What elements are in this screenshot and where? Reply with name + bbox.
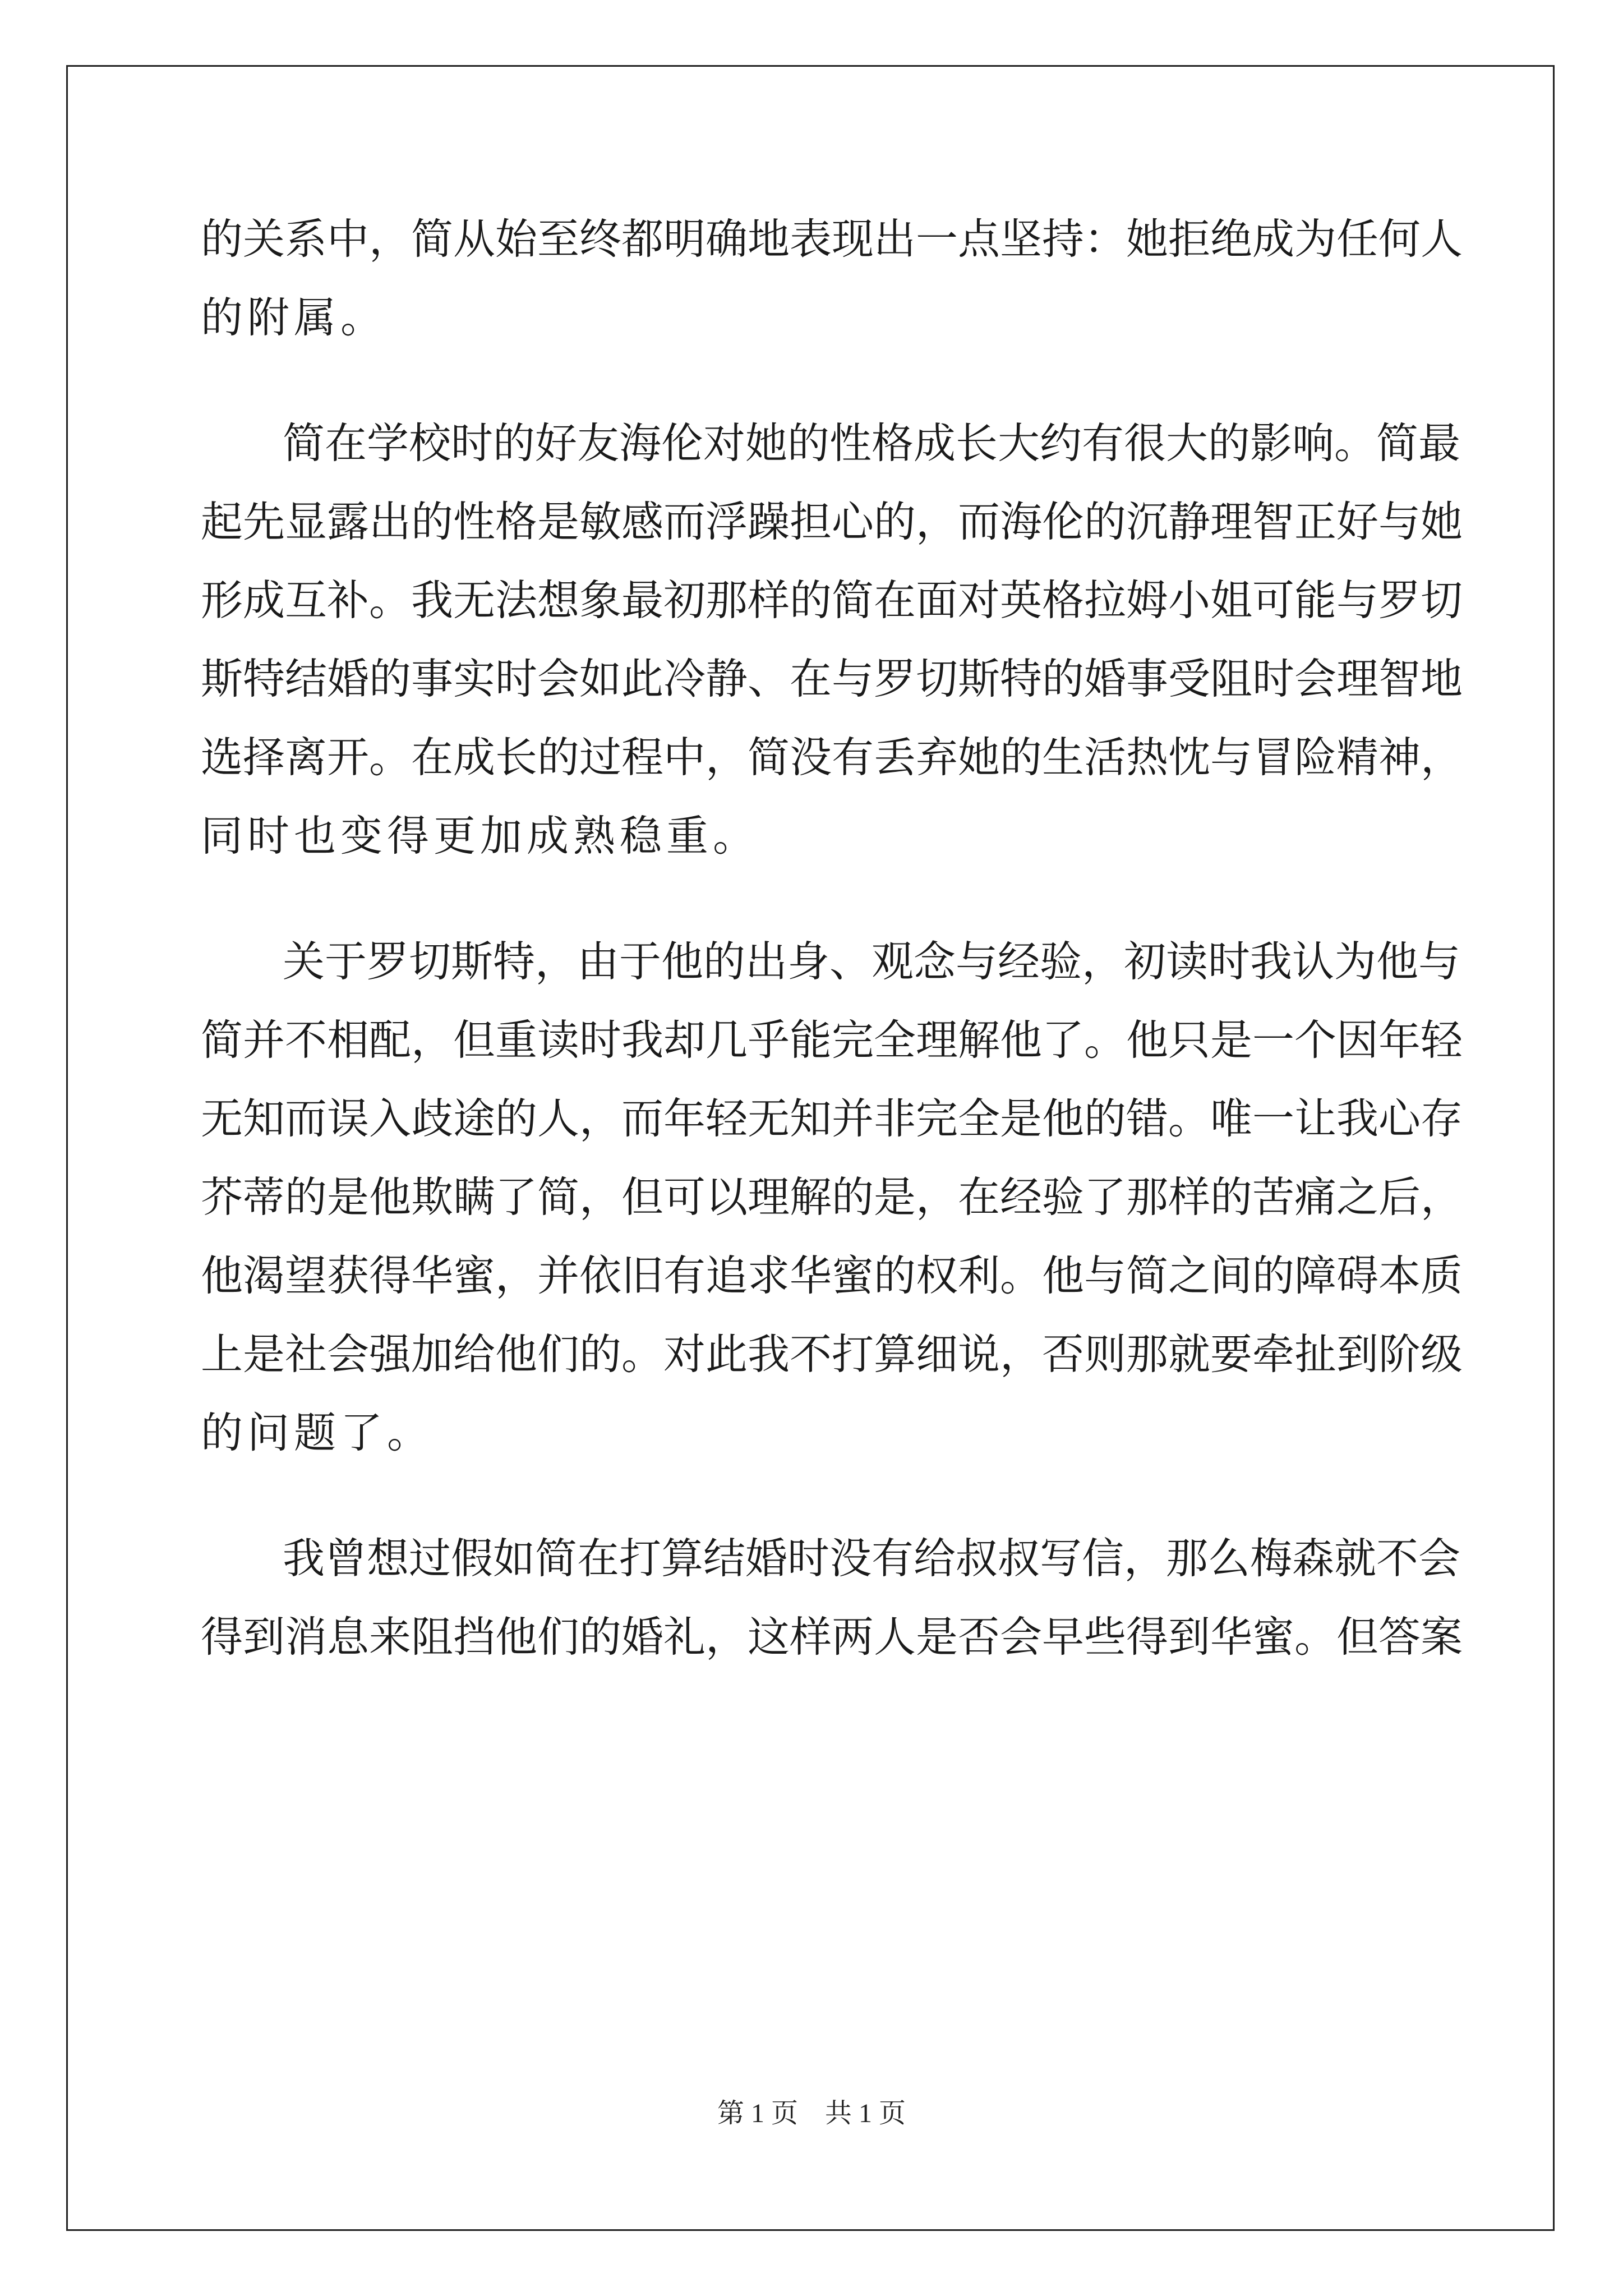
paragraph-start-line: 关于罗切斯特，由于他的出身、观念与经验，初读时我认为他与 xyxy=(283,937,1461,986)
paragraph-start-line: 简在学校时的好友海伦对她的性格成长大约有很大的影响。简最 xyxy=(283,418,1461,468)
text-line: 芥蒂的是他欺瞒了简，但可以理解的是，在经验了那样的苦痛之后， xyxy=(201,1172,1463,1222)
text-line: 简并不相配，但重读时我却几乎能完全理解他了。他只是一个因年轻 xyxy=(201,1015,1463,1065)
text-line: 同时也变得更加成熟稳重。 xyxy=(201,811,760,861)
text-line: 的附属。 xyxy=(201,293,388,342)
text-line: 无知而误入歧途的人，而年轻无知并非完全是他的错。唯一让我心存 xyxy=(201,1094,1463,1143)
text-line: 的关系中，简从始至终都明确地表现出一点坚持：她拒绝成为任何人 xyxy=(201,214,1463,264)
text-line: 他渴望获得华蜜，并依旧有追求华蜜的权利。他与简之间的障碍本质 xyxy=(201,1251,1463,1300)
text-line: 斯特结婚的事实时会如此冷静、在与罗切斯特的婚事受阻时会理智地 xyxy=(201,654,1463,703)
text-line: 得到消息来阻挡他们的婚礼，这样两人是否会早些得到华蜜。但答案 xyxy=(201,1612,1463,1662)
paragraph-start-line: 我曾想过假如简在打算结婚时没有给叔叔写信，那么梅森就不会 xyxy=(283,1534,1461,1583)
text-line: 的问题了。 xyxy=(201,1408,434,1457)
text-line: 起先显露出的性格是敏感而浮躁担心的，而海伦的沉静理智正好与她 xyxy=(201,497,1463,546)
text-line: 选择离开。在成长的过程中，简没有丢弃她的生活热忱与冒险精神， xyxy=(201,733,1463,782)
page-number-footer: 第 1 页 共 1 页 xyxy=(717,2099,906,2128)
text-line: 上是社会强加给他们的。对此我不打算细说，否则那就要牵扯到阶级 xyxy=(201,1329,1463,1379)
text-line: 形成互补。我无法想象最初那样的简在面对英格拉姆小姐可能与罗切 xyxy=(201,576,1463,625)
